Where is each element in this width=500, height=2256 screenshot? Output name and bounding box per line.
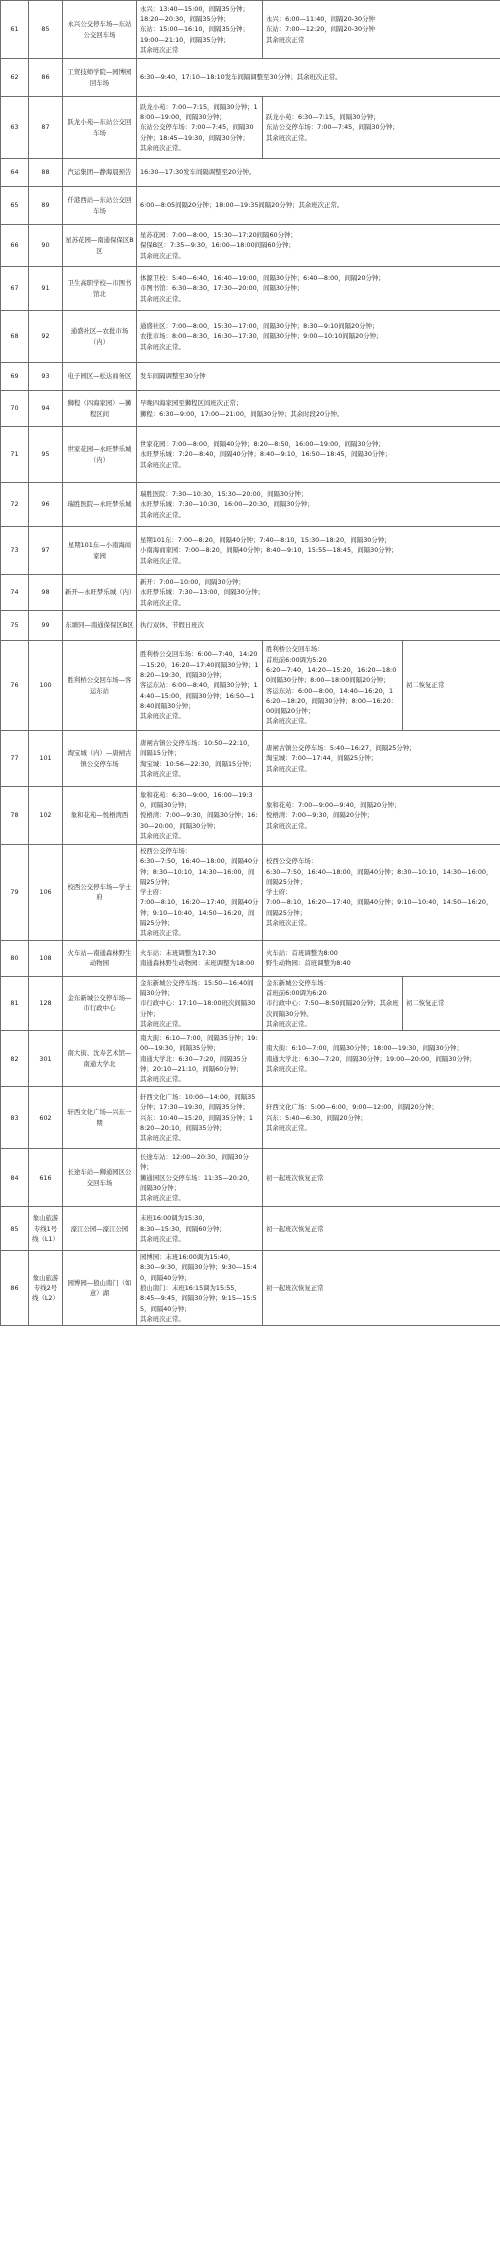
- schedule-line: 金东新城公交停车场：: [266, 978, 330, 987]
- schedule-line: 悦梧湾：7:00—9:30，间隔30分钟；16:30—20:00，间隔30分钟；: [140, 811, 258, 830]
- schedule-line: 世家花园：7:00—8:00，间隔40分钟；8:20—8:50，16:00—19:00，间隔30分钟；: [140, 440, 385, 449]
- schedule-line: 瑞胜医院：7:30—10:30，15:30—20:00，间隔30分钟；: [140, 490, 308, 499]
- schedule-line: 首班前6:00调为6:20: [266, 988, 327, 997]
- schedule-line: 客运东站：6:00—8:40，间隔30分钟；14:40—15:00，间隔30分钟；16:50—18:40间隔30分钟；: [140, 681, 258, 710]
- line-number: 96: [29, 483, 63, 527]
- schedule-eve-cell: [137, 527, 500, 575]
- schedule-line: 轩西文化广场：10:00—14:00，间隔35分钟；17:30—19:30，间隔35分钟；: [140, 1092, 256, 1112]
- table-row: [1, 787, 500, 845]
- table-row: [1, 311, 500, 363]
- schedule-eve-cell: [137, 391, 500, 427]
- schedule-eve-cell: [137, 731, 263, 787]
- line-number: 99: [29, 611, 63, 641]
- route-name: 瑞胜医院—永旺梦乐城: [63, 483, 137, 527]
- row-number: 78: [1, 787, 29, 845]
- schedule-line: 末班16:00调为15:30，: [140, 1214, 209, 1223]
- schedule-line: 校西公交停车场：: [266, 857, 318, 866]
- schedule-line: 南大街：6:10—7:00，间隔30分钟；18:00—19:30，间隔30分钟；: [266, 1044, 463, 1053]
- schedule-eve-cell: [137, 1, 263, 59]
- table-row: [1, 527, 500, 575]
- schedule-line: 火车站：末班调整为17:30: [140, 948, 216, 957]
- row-number: 73: [1, 527, 29, 575]
- row-number: 79: [1, 845, 29, 941]
- schedule-day1-cell: [263, 1, 500, 59]
- schedule-line: 永旺梦乐城：7:30—10:30，16:00—20:30，间隔30分钟；: [140, 500, 314, 509]
- schedule-line: 狼山南门：末班16:15调为15:55，: [140, 1284, 241, 1293]
- schedule-line: 其余班次正常。: [140, 342, 185, 351]
- route-name: 新开—永旺梦乐城（内）: [63, 575, 137, 611]
- schedule-day1-cell: [263, 845, 500, 941]
- route-name: 电子园区—松达商务区: [63, 363, 137, 391]
- table-row: [1, 1149, 500, 1207]
- schedule-line: 轩西文化广场：5:00—6:00，9:00—12:00，间隔20分钟；: [266, 1103, 438, 1112]
- row-number: 74: [1, 575, 29, 611]
- schedule-eve-cell: [137, 363, 500, 391]
- schedule-eve-cell: [137, 1087, 263, 1149]
- schedule-line: 执行双休、节假日班次: [140, 621, 204, 630]
- schedule-line: 初一起班次恢复正常: [266, 1173, 324, 1182]
- line-number: 108: [29, 940, 63, 976]
- schedule-line: 南通森林野生动物园：末班调整为18:00: [140, 959, 255, 968]
- row-number: 81: [1, 976, 29, 1030]
- schedule-line: 胜利桥公交回车场：6:00—7:40，14:20—15:20，16:20—17:40间隔30分钟；18:20—19:30，间隔30分钟；: [140, 650, 259, 680]
- route-name: 园博园—狼山南门（如意）湖: [63, 1251, 137, 1326]
- schedule-line: 其余班次正常。: [266, 821, 311, 830]
- schedule-line: 东站公交停车场：7:00—7:45，间隔30分钟；18:45—19:30，间隔30分钟；: [140, 123, 254, 142]
- schedule-line: 其余班次正常。: [266, 1064, 311, 1073]
- line-number: 97: [29, 527, 63, 575]
- schedule-line: 其余班次正常。: [266, 717, 311, 726]
- route-name: 卫生高职学校—市图书馆北: [63, 267, 137, 311]
- schedule-line: 其余班次正常。: [140, 251, 185, 260]
- schedule-line: 其余班次正常。: [140, 1075, 185, 1084]
- schedule-line: 其余班次正常。: [266, 133, 311, 142]
- schedule-eve-cell: [137, 611, 500, 641]
- schedule-line: 小南海商家园：7:00—8:20，间隔40分钟；8:40—9:10，15:55—18:45，间隔30分钟；: [140, 546, 398, 555]
- schedule-line: 其余班次正常。: [140, 460, 185, 469]
- schedule-line: 永旺梦乐城：7:20—8:40，间隔40分钟；8:40—9:10，16:50—18:45，间隔30分钟；: [140, 450, 392, 459]
- table-row: [1, 940, 500, 976]
- schedule-line: 其余班次正常。: [140, 929, 185, 938]
- route-name: 南大街、沈寿艺术馆—南通大学北: [63, 1031, 137, 1087]
- schedule-line: 其余班次正常。: [266, 919, 311, 928]
- schedule-line: 其余班次正常: [140, 45, 179, 54]
- schedule-day1-cell: [263, 1087, 500, 1149]
- schedule-eve-cell: [137, 225, 500, 267]
- schedule-eve-cell: [137, 483, 500, 527]
- row-number: 72: [1, 483, 29, 527]
- schedule-line: 象和花苑：6:30—9:00，16:00—19:30，间隔30分钟；: [140, 790, 253, 810]
- schedule-line: 其余班次正常: [266, 35, 305, 44]
- schedule-line: 悦梧湾：7:00—9:30，间隔20分钟；: [266, 811, 374, 820]
- line-number: 87: [29, 97, 63, 159]
- schedule-line: 东站：7:00—12:20，间隔20-30分钟: [266, 25, 375, 34]
- schedule-day1-cell: [263, 641, 403, 731]
- schedule-line: 通盛社区：7:00—8:00，15:30—17:00，间隔30分钟；8:30—9:10间隔20分钟；: [140, 322, 379, 331]
- table-row: [1, 187, 500, 225]
- schedule-day1-cell: [263, 976, 403, 1030]
- row-number: 83: [1, 1087, 29, 1149]
- schedule-line: 其余班次正常。: [140, 143, 185, 152]
- line-number: 91: [29, 267, 63, 311]
- table-row: [1, 1207, 500, 1251]
- table-row: [1, 97, 500, 159]
- schedule-eve-cell: [137, 940, 263, 976]
- row-number: 70: [1, 391, 29, 427]
- schedule-eve-cell: [137, 575, 500, 611]
- table-row: [1, 1251, 500, 1326]
- schedule-line: 8:45—9:45，间隔30分钟；9:15—15:55，间隔40分钟；: [140, 1294, 257, 1313]
- schedule-eve-cell: [137, 187, 500, 225]
- line-number: 98: [29, 575, 63, 611]
- row-number: 75: [1, 611, 29, 641]
- schedule-eve-cell: [137, 1207, 263, 1251]
- schedule-line: 火车站：首班调整为8:00: [266, 948, 338, 957]
- schedule-line: 其余班次正常。: [140, 1314, 185, 1323]
- table-row: [1, 267, 500, 311]
- schedule-line: 19:00—21:10，间隔35分钟；: [140, 35, 230, 44]
- schedule-line: 客运东站：6:00—8:00，14:40—16:20，16:20—18:20，间隔30分钟；8:00—16:20：00间隔20分钟；: [266, 686, 398, 716]
- row-number: 69: [1, 363, 29, 391]
- schedule-line: 其余班次正常。: [140, 1134, 185, 1143]
- route-name: 通盛社区—农批市场（内）: [63, 311, 137, 363]
- route-name: 火车站—南通森林野生动物园: [63, 940, 137, 976]
- schedule-eve-cell: [137, 976, 263, 1030]
- row-number: 76: [1, 641, 29, 731]
- table-row: [1, 483, 500, 527]
- schedule-eve-cell: [137, 97, 263, 159]
- line-number: 86: [29, 59, 63, 97]
- schedule-line: 象和花苑：7:00—9:00—9:40，间隔20分钟；: [266, 801, 401, 810]
- row-number: 77: [1, 731, 29, 787]
- schedule-day2-cell: [403, 976, 500, 1030]
- route-name: 跃龙小苑—东站公交回车场: [63, 97, 137, 159]
- schedule-line: 兴东：5:40—6:30，间隔20分钟；: [266, 1113, 367, 1122]
- schedule-line: 其余班次正常。: [140, 1019, 185, 1028]
- schedule-line: 6:00—8:05间隔20分钟；18:00—19:35间隔20分钟；其余班次正常。: [140, 201, 344, 210]
- table-row: [1, 159, 500, 187]
- table-row: [1, 59, 500, 97]
- schedule-line: 其余班次正常。: [140, 294, 185, 303]
- schedule-line: 其余班次正常。: [140, 556, 185, 565]
- schedule-line: 唐闸古镇公交停车场：10:50—22:10，间隔15分钟；: [140, 738, 254, 758]
- schedule-line: 初一起班次恢复正常: [266, 1284, 324, 1293]
- schedule-line: 其余班次正常。: [266, 764, 311, 773]
- route-name: 长途车站—狮通园区公交回车场: [63, 1149, 137, 1207]
- row-number: 65: [1, 187, 29, 225]
- row-number: 80: [1, 940, 29, 976]
- line-number: 92: [29, 311, 63, 363]
- schedule-line: 其余班次正常。: [140, 769, 185, 778]
- line-number: 89: [29, 187, 63, 225]
- line-number: 602: [29, 1087, 63, 1149]
- route-name: 工贸技师学院—园博园回车场: [63, 59, 137, 97]
- table-row: [1, 845, 500, 941]
- schedule-line: 永兴：6:00—11:40，间隔20-30分钟: [266, 15, 375, 24]
- route-name: 东塘同—南通保保区B区: [63, 611, 137, 641]
- line-number: 301: [29, 1031, 63, 1087]
- schedule-line: 8:30—9:30，间隔30分钟；9:30—15:40，间隔40分钟；: [140, 1263, 257, 1282]
- table-row: [1, 1031, 500, 1087]
- schedule-line: 狮程：6:30—9:00，17:00—21:00，间隔30分钟；其余时段20分钟。: [140, 409, 344, 418]
- line-number: 100: [29, 641, 63, 731]
- schedule-line: 跃龙小苑：7:00—7:15，间隔30分钟；18:00—19:00，间隔30分钟；: [140, 102, 258, 122]
- schedule-line: 南大街：6:10—7:00，间隔35分钟；19:00—19:30，间隔35分钟；: [140, 1033, 258, 1053]
- row-number: 61: [1, 1, 29, 59]
- row-number: 71: [1, 427, 29, 483]
- schedule-line: 淘宝城：7:00—17:44，间隔25分钟；: [266, 754, 378, 763]
- line-number: 616: [29, 1149, 63, 1207]
- schedule-line: 其余班次正常。: [266, 1123, 311, 1132]
- line-number: 85: [29, 1, 63, 59]
- schedule-line: 东站：15:00—16:10，间隔35分钟；: [140, 25, 249, 34]
- row-number: 63: [1, 97, 29, 159]
- schedule-line: 永兴：13:40—15:00，间隔35分钟；: [140, 4, 249, 13]
- line-number: 88: [29, 159, 63, 187]
- schedule-line: 校西公交停车场：: [140, 847, 192, 855]
- schedule-line: 市图书馆：6:30—8:30，17:30—20:00，间隔30分钟；: [140, 284, 304, 293]
- line-number: 93: [29, 363, 63, 391]
- table-row: [1, 976, 500, 1030]
- schedule-line: 长途车站：12:00—20:30，间隔30分钟；: [140, 1152, 249, 1172]
- schedule-line: 永旺梦乐城：7:30—13:00，间隔30分钟；: [140, 588, 264, 597]
- schedule-line: 金东新城公交停车场：15:50—16:40间隔30分钟；: [140, 978, 254, 997]
- schedule-line: 胜利桥公交回车场：: [266, 645, 324, 654]
- schedule-line: 学士府：: [266, 888, 292, 897]
- table-row: [1, 611, 500, 641]
- schedule-day1-cell: [263, 1031, 500, 1087]
- schedule-line: 野生动物园：首班调整为8:40: [266, 959, 351, 968]
- schedule-line: 8:30—15:30，间隔60分钟；: [140, 1224, 226, 1233]
- schedule-line: 星苏花园：7:00—8:00，15:30—17:20间隔60分钟；: [140, 231, 297, 240]
- route-name: 永兴公交停车场—东站公交回车场: [63, 1, 137, 59]
- row-number: 68: [1, 311, 29, 363]
- schedule-line: 南通大学北：6:30—7:20，间隔30分钟；19:00—20:00，间隔30分钟；: [266, 1054, 476, 1063]
- line-number: 102: [29, 787, 63, 845]
- schedule-eve-cell: [137, 159, 500, 187]
- table-row: [1, 641, 500, 731]
- table-row: [1, 225, 500, 267]
- schedule-line: 6:30—7:50，16:40—18:00，间隔40分钟；8:30—10:10，14:30—16:00，间隔25分钟；: [140, 857, 259, 886]
- schedule-line: 其余班次正常。: [140, 598, 185, 607]
- schedule-eve-cell: [137, 267, 500, 311]
- table-row: [1, 731, 500, 787]
- schedule-eve-cell: [137, 427, 500, 483]
- table-row: [1, 575, 500, 611]
- route-name: 仟港西站—东站公交回车场: [63, 187, 137, 225]
- schedule-eve-cell: [137, 1251, 263, 1326]
- schedule-line: 其余班次正常。: [140, 831, 185, 840]
- schedule-line: 7:00—8:10，16:20—17:40，间隔40分钟；9:10—10:40，14:50—16:20，间隔25分钟；: [266, 898, 493, 917]
- schedule-line: 18:20—20:30，间隔35分钟；: [140, 15, 230, 24]
- schedule-eve-cell: [137, 641, 263, 731]
- line-number: 象山旅游专线2号线（L2）: [29, 1251, 63, 1326]
- line-number: 128: [29, 976, 63, 1030]
- schedule-day1-cell: [263, 731, 500, 787]
- schedule-line: 星期101东：7:00—8:20，间隔40分钟；7:40—8:10，15:30—18:20，间隔30分钟；: [140, 536, 391, 545]
- schedule-line: 其余班次正常。: [140, 510, 185, 519]
- line-number: 95: [29, 427, 63, 483]
- schedule-line: 6:30—7:50，16:40—18:00，间隔40分钟；8:30—10:10，14:30—16:00，间隔25分钟；: [266, 867, 493, 886]
- schedule-day1-cell: [263, 787, 500, 845]
- schedule-line: 早晚四海家园至狮程区间班次正常；: [140, 399, 243, 408]
- schedule-line: 其余班次正常。: [140, 1234, 185, 1243]
- line-number: 90: [29, 225, 63, 267]
- route-name: 象和花苑—悦梧湾西: [63, 787, 137, 845]
- schedule-line: 初二恢复正常: [406, 681, 445, 690]
- schedule-line: 初一起班次恢复正常: [266, 1224, 324, 1233]
- schedule-line: 跃龙小苑：6:30—7:15，间隔30分钟；: [266, 113, 380, 122]
- schedule-line: 初二恢复正常: [406, 999, 445, 1008]
- schedule-eve-cell: [137, 59, 500, 97]
- table-row: [1, 427, 500, 483]
- table-row: [1, 391, 500, 427]
- route-name: 淘宝城（内）—唐闸古镇公交停车场: [63, 731, 137, 787]
- schedule-line: 其余班次正常。: [140, 712, 185, 721]
- schedule-line: 16:30—17:30发车间隔调整至20分钟。: [140, 168, 256, 177]
- schedule-line: 唐闸古镇公交停车场：5:40—16:27，间隔25分钟；: [266, 744, 416, 753]
- schedule-line: 农批市场：8:00—8:30，16:30—17:30，间隔30分钟；9:00—10:10间隔20分钟；: [140, 332, 383, 341]
- schedule-line: 6:30—9:40，17:10—18:10发车间隔调整至30分钟；其余班次正常。: [140, 73, 342, 82]
- schedule-eve-cell: [137, 1149, 263, 1207]
- schedule-day1-cell: [263, 1251, 500, 1326]
- schedule-eve-cell: [137, 787, 263, 845]
- schedule-line: 7:00—8:10，16:20—17:40，间隔40分钟；9:10—10:40，14:50—16:20，间隔25分钟；: [140, 898, 259, 928]
- schedule-line: 南通大学北：6:30—7:20，间隔35分钟；20:10—21:10，间隔60分钟；: [140, 1054, 248, 1073]
- route-name: 濠江公园—濠江公园: [63, 1207, 137, 1251]
- schedule-day1-cell: [263, 97, 500, 159]
- row-number: 64: [1, 159, 29, 187]
- schedule-line: 6:20—7:40，14:20—15:20，16:20—18:00间隔30分钟；8:00—18:00间隔20分钟；: [266, 665, 397, 685]
- line-number: 106: [29, 845, 63, 941]
- row-number: 66: [1, 225, 29, 267]
- schedule-line: 体源卫校：5:40—6:40，16:40—19:00，间隔30分钟；6:40—8:00，间隔20分钟；: [140, 274, 385, 283]
- row-number: 82: [1, 1031, 29, 1087]
- line-number: 94: [29, 391, 63, 427]
- schedule-line: 兴东：10:40—15:20，间隔35分钟；18:20—20:10，间隔35分钟；: [140, 1113, 253, 1132]
- schedule-line: 首班前6:00调为5:20: [266, 655, 327, 664]
- line-number: 象山旅游专线1号线（L1）: [29, 1207, 63, 1251]
- route-name: 轩西文化广场—兴东一期: [63, 1087, 137, 1149]
- schedule-day1-cell: [263, 1149, 500, 1207]
- route-name: 胜利桥公交回车场—客运东站: [63, 641, 137, 731]
- row-number: 85: [1, 1207, 29, 1251]
- schedule-line: 淘宝城：10:56—22:30，间隔15分钟；: [140, 759, 256, 768]
- schedule-line: 园博园：末班16:00调为15:40，: [140, 1253, 235, 1262]
- row-number: 84: [1, 1149, 29, 1207]
- route-name: 金东新城公交停车场—市行政中心: [63, 976, 137, 1030]
- schedule-line: 市行政中心：17:10—18:00班次间隔30分钟；: [140, 999, 256, 1018]
- schedule-day2-cell: [403, 641, 500, 731]
- row-number: 86: [1, 1251, 29, 1326]
- row-number: 67: [1, 267, 29, 311]
- schedule-eve-cell: [137, 845, 263, 941]
- route-name: 狮程（四海家园）—狮程区间: [63, 391, 137, 427]
- schedule-line: 学士府：: [140, 888, 166, 897]
- row-number: 62: [1, 59, 29, 97]
- schedule-eve-cell: [137, 1031, 263, 1087]
- route-name: 星期101东—小南海商家园: [63, 527, 137, 575]
- table-row: [1, 363, 500, 391]
- schedule-line: 东站公交停车场：7:00—7:45，间隔30分钟；: [266, 123, 399, 132]
- line-number: 101: [29, 731, 63, 787]
- schedule-line: 其余班次正常。: [140, 1194, 185, 1203]
- route-name: 汽运集团—静海晨预告: [63, 159, 137, 187]
- table-row: [1, 1087, 500, 1149]
- schedule-line: 发车间隔调整至30分钟: [140, 372, 206, 381]
- schedule-line: 新开：7:00—10:00，间隔30分钟；: [140, 578, 245, 587]
- schedule-line: 狮通园区公交停车场：11:35—20:20，间隔30分钟；: [140, 1173, 254, 1192]
- route-name: 校西公交停车场—学士府: [63, 845, 137, 941]
- schedule-line: 其余班次正常。: [266, 1019, 311, 1028]
- schedule-line: 市行政中心：7:50—8:50间隔20分钟；其余班次间隔30分钟。: [266, 999, 399, 1018]
- schedule-eve-cell: [137, 311, 500, 363]
- route-name: 世家花园—永旺梦乐城（内）: [63, 427, 137, 483]
- schedule-day1-cell: [263, 940, 500, 976]
- schedule-line: 保保B区：7:35—9:30，16:00—18:00间隔60分钟；: [140, 241, 295, 250]
- schedule-day1-cell: [263, 1207, 500, 1251]
- route-name: 星苏花园—南通保保区B区: [63, 225, 137, 267]
- table-row: [1, 1, 500, 59]
